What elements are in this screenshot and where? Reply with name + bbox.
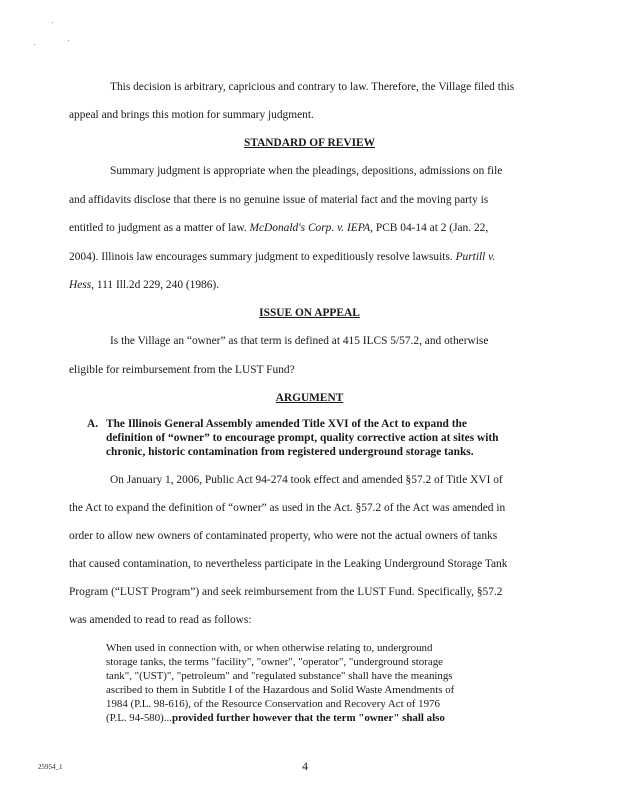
issue-line-1: Is the Village an “owner” as that term is defined at 415 ILCS 5/57.2, and otherwise [110,335,489,347]
standard-line-2: and affidavits disclose that there is no genuine issue of material fact and the moving party is [69,194,489,206]
standard-of-review-heading: STANDARD OF REVIEW [243,137,375,149]
standard-line-5 [69,279,219,291]
standard-line-4 [69,251,495,263]
argument-line-6: was amended to read to read as follows: [69,614,252,626]
intro-line-2: appeal and brings this motion for summary judgment. [69,109,314,121]
issue-line-2: eligible for reimbursement from the LUST Fund? [69,364,295,376]
argument-line-5: Program (“LUST Program”) and seek reimbursement from the LUST Fund. Specifically, §57.2 [69,586,503,598]
quote-line-1: When used in connection with, or when otherwise relating to, underground [106,642,433,654]
quote-emphasis: provided further however that the term "owner" shall also [171,712,445,724]
argument-line-3: order to allow new owners of contaminated property, who were not the actual owners of tanks [69,530,498,542]
document-id: 25954_1 [38,763,63,771]
argument-line-2: the Act to expand the definition of “owner” as used in the Act. §57.2 of the Act was amended in [69,502,506,514]
quote-text: (P.L. 94-580)... [106,712,172,724]
standard-line-3 [69,222,488,234]
case-citation: McDonald's Corp. v. IEPA [249,222,371,234]
quote-line-5: 1984 (P.L. 98-616), of the Resource Conservation and Recovery Act of 1976 [106,698,440,710]
argument-heading: ARGUMENT [275,392,344,404]
quote-line-4: ascribed to them in Subtitle I of the Hazardous and Solid Waste Amendments of [106,684,455,696]
section-marker: A. [87,418,99,430]
citation-detail: , PCB 04-14 at 2 (Jan. 22, [370,222,489,234]
quote-line-3: tank", "(UST)", "petroleum" and "regulated substance" shall have the meanings [106,670,453,682]
section-heading-line-1: The Illinois General Assembly amended Title XVI of the Act to expand the [106,418,467,430]
intro-line-1: This decision is arbitrary, capricious and contrary to law. Therefore, the Village filed this [110,81,515,93]
standard-line-1: Summary judgment is appropriate when the pleadings, depositions, admissions on file [110,165,503,177]
section-heading-line-3: chronic, historic contamination from registered underground storage tanks. [106,446,474,458]
argument-line-4: that caused contamination, to nevertheless participate in the Leaking Underground Storage Tank [69,558,508,570]
quote-line-6 [106,712,445,726]
scan-speck [52,22,53,23]
standard-line-4-text: 2004). Illinois law encourages summary judgment to expeditiously resolve lawsuits. [69,251,456,263]
quote-line-2: storage tanks, the terms "facility", "owner", "operator", "underground storage [106,656,443,668]
argument-line-1: On January 1, 2006, Public Act 94-274 took effect and amended §57.2 of Title XVI of [110,474,503,486]
page-number: 4 [302,759,308,773]
issue-on-appeal-heading: ISSUE ON APPEAL [259,307,360,319]
standard-line-3-text: entitled to judgment as a matter of law. [69,222,250,234]
citation-detail: , 111 Ill.2d 229, 240 (1986). [91,279,220,291]
case-citation: Purtill v. [455,251,496,263]
section-heading-line-2: definition of “owner” to encourage prompt, quality corrective action at sites with [106,432,499,444]
scan-speck [34,44,35,45]
scan-speck [68,40,69,41]
case-citation: Hess [69,279,92,291]
